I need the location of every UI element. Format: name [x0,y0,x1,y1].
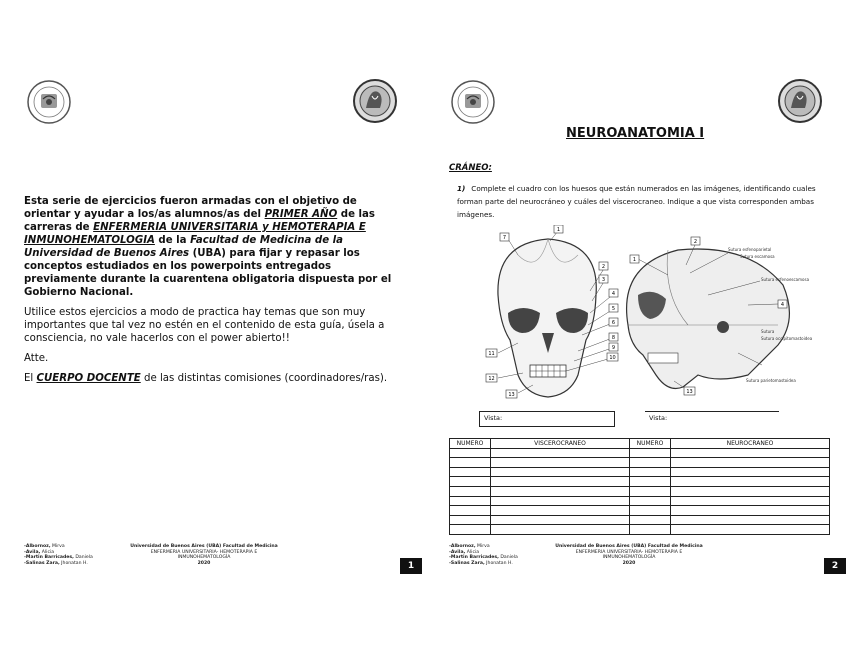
table-row [450,496,830,506]
footer-institution: Universidad de Buenos Aires (UBA) Facultad de Medicina ENFERMERIA UNIVERSITARIA- HEMOTERAPIA E INMUNOHEMATOLOGÍA 2020 [130,544,278,566]
footer-authors: -Albornoz, Mirva -Avila, Alicia -Martin Barricades, Daniela -Salinas Zara, Jhonatan H. [449,544,518,566]
table-cell[interactable] [450,486,491,496]
section-heading: CRÁNEO: [449,163,492,173]
table-cell[interactable] [491,448,630,458]
table-row [450,506,830,516]
table-cell[interactable] [630,448,671,458]
question-1 [457,182,829,221]
callout-13-frontal: 13 [508,392,515,398]
table-cell[interactable] [450,515,491,525]
footer-institution: Universidad de Buenos Aires (UBA) Facultad de Medicina ENFERMERIA UNIVERSITARIA- HEMOTERAPIA E INMUNOHEMATOLOGÍA 2020 [555,544,703,566]
table-cell[interactable] [630,496,671,506]
question-text: Complete el cuadro con los huesos que están numerados en las imágenes, identificando cuales forman parte del neurocráneo y cuáles del viscerocraneo. Indique a que vista corresponden ambas imágenes. [457,184,816,219]
faculty-seal-logo [352,78,398,124]
intro-paragraph-4: El CUERPO DOCENTE de las distintas comisiones (coordinadores/ras). [24,373,388,384]
header-viscerocraneo: VISCEROCRANEO [491,439,630,449]
callout-2-frontal: 2 [601,264,606,270]
table-row [450,477,830,487]
table-cell[interactable] [630,525,671,535]
table-cell[interactable] [491,525,630,535]
callout-3: 3 [601,277,606,283]
footer-authors: -Albornoz, Mirva -Avila, Alicia -Martin Barricades, Daniela -Salinas Zara, Jhonatan H. [24,544,93,566]
view-left-label: Vista: [484,414,503,422]
table-cell[interactable] [491,506,630,516]
view-left-field[interactable] [479,411,615,427]
header-numero-2: NUMERO [630,439,671,449]
page-title: NEUROANATOMIA I [566,126,705,141]
table-cell[interactable] [450,467,491,477]
university-seal-logo [26,79,72,125]
table-cell[interactable] [491,486,630,496]
table-cell[interactable] [671,515,830,525]
label-sutura-esfenoparietal: Sutura esfenoparietal [728,247,772,252]
table-row [450,515,830,525]
table-cell[interactable] [630,467,671,477]
table-cell[interactable] [630,506,671,516]
callout-2-lateral: 2 [693,239,698,245]
label-sutura-esfenoescamosa: Sutura esfenoescamosa [761,277,810,282]
table-cell[interactable] [491,515,630,525]
table-cell[interactable] [450,477,491,487]
table-cell[interactable] [630,515,671,525]
intro-text [24,195,402,392]
table-cell[interactable] [630,477,671,487]
label-sutura-parietomastoidea: Sutura parietomastoidea [746,378,796,383]
callout-13-lateral: 13 [686,389,693,395]
skull-lateral-view [627,249,790,389]
callout-6: 6 [611,320,616,326]
table-cell[interactable] [491,467,630,477]
callout-4-frontal: 4 [611,291,616,297]
faculty-seal-logo [777,78,823,124]
skull-illustration [478,225,830,410]
bones-table [449,438,830,535]
table-cell[interactable] [450,506,491,516]
label-sutura-occipitomastoidea: Sutura occipitomastoidea [761,336,813,341]
table-cell[interactable] [671,467,830,477]
view-right-field[interactable] [645,411,779,427]
callout-10: 10 [609,355,616,361]
callout-4-lateral: 4 [780,302,785,308]
view-right-label: Vista: [649,414,668,422]
table-cell[interactable] [671,506,830,516]
callout-1-frontal: 1 [556,227,561,233]
table-cell[interactable] [630,458,671,468]
skull-frontal-view [498,239,596,397]
table-row [450,467,830,477]
table-cell[interactable] [671,525,830,535]
table-cell[interactable] [491,458,630,468]
callout-1-lateral: 1 [632,257,637,263]
table-cell[interactable] [450,458,491,468]
page-number: 1 [400,558,422,574]
table-cell[interactable] [671,458,830,468]
table-row [450,448,830,458]
intro-paragraph-1: Esta serie de ejercicios fueron armadas con el objetivo de orientar y ayudar a los/as alumnos/as del PRIMER AÑO de las carreras de ENFERMERIA UNIVERSITARIA y HEMOTERAPIA E INMUNOHEMATOLOGIA de la Facultad de Medicina de la Universidad de Buenos Aires (UBA) para fijar y repasar los conceptos estudiados en los powerpoints entregados previamente durante la cuarentena obligatoria dispuesta por el Gobierno Nacional. [24,196,392,298]
callout-8: 8 [611,335,616,341]
table-cell[interactable] [491,496,630,506]
intro-paragraph-3: Atte. [24,353,49,364]
callout-12: 12 [488,376,495,382]
label-sutura-escamosa: Sutura escamosa [740,254,775,259]
table-cell[interactable] [671,486,830,496]
table-cell[interactable] [450,448,491,458]
page-number: 2 [824,558,846,574]
table-row [450,525,830,535]
table-row [450,458,830,468]
table-cell[interactable] [450,525,491,535]
table-cell[interactable] [450,496,491,506]
intro-paragraph-2: Utilice estos ejercicios a modo de practica hay temas que son muy importantes que tal vez no estén en el contenido de esta guía, úsela a consciencia, no vale hacerlos con el power abierto!! [24,307,385,344]
question-number: 1) [457,184,466,193]
header-numero-1: NUMERO [450,439,491,449]
callout-7: 7 [502,235,507,241]
callout-11: 11 [488,351,495,357]
table-cell[interactable] [671,496,830,506]
label-sutura: Sutura [761,329,775,334]
table-row [450,486,830,496]
table-cell[interactable] [671,448,830,458]
university-seal-logo [450,79,496,125]
table-cell[interactable] [671,477,830,487]
callout-9: 9 [611,345,616,351]
table-cell[interactable] [630,486,671,496]
callout-5: 5 [611,306,616,312]
table-header-row [450,439,830,449]
table-cell[interactable] [491,477,630,487]
skull-figure [478,225,830,410]
header-neurocraneo: NEUROCRANEO [671,439,830,449]
